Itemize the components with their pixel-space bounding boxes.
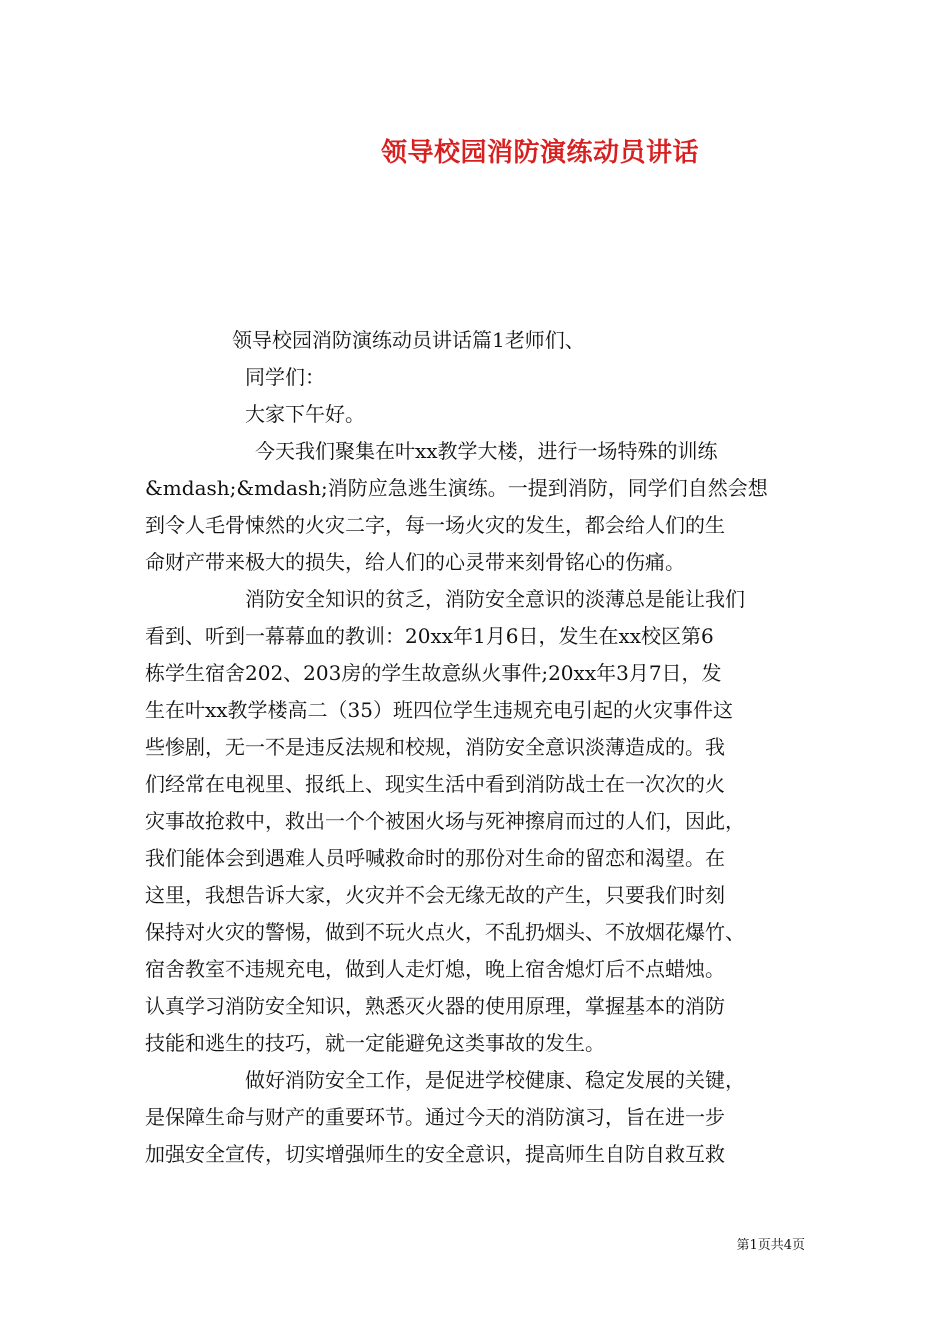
- text-line: 这里，我想告诉大家，火灾并不会无缘无故的产生，只要我们时刻: [145, 883, 725, 907]
- text-line: 大家下午好。: [245, 402, 365, 426]
- text-line: 做好消防安全工作，是促进学校健康、稳定发展的关键，: [245, 1068, 745, 1092]
- text-line: 认真学习消防安全知识，熟悉灭火器的使用原理，掌握基本的消防: [145, 994, 725, 1018]
- text-line: 栋学生宿舍202、203房的学生故意纵火事件;20xx年3月7日，发: [145, 661, 722, 685]
- paragraph-conclusion: [145, 1062, 805, 1173]
- text-line: 加强安全宣传，切实增强师生的安全意识，提高师生自防自救互救: [145, 1142, 725, 1166]
- text-line: 是保障生命与财产的重要环节。通过今天的消防演习，旨在进一步: [145, 1105, 725, 1129]
- paragraph-greeting: [145, 396, 805, 433]
- text-line: 消防安全知识的贫乏，消防安全意识的淡薄总是能让我们: [245, 587, 745, 611]
- text-line: 些惨剧，无一不是违反法规和校规，消防安全意识淡薄造成的。我: [145, 735, 725, 759]
- text-line: 们经常在电视里、报纸上、现实生活中看到消防战士在一次次的火: [145, 772, 725, 796]
- paragraph-heading-line: [145, 322, 805, 359]
- paragraph-salutation: [145, 359, 805, 396]
- document-body: [145, 322, 805, 1173]
- text-line: 看到、听到一幕幕血的教训：20xx年1月6日，发生在xx校区第6: [145, 624, 714, 648]
- text-line: 命财产带来极大的损失，给人们的心灵带来刻骨铭心的伤痛。: [145, 550, 685, 574]
- text-line: 领导校园消防演练动员讲话篇1老师们、: [232, 328, 585, 352]
- text-line: 灾事故抢救中，救出一个个被困火场与死神擦肩而过的人们，因此，: [145, 809, 745, 833]
- text-line: 今天我们聚集在叶xx教学大楼，进行一场特殊的训练: [255, 439, 718, 463]
- page-number-footer: 第1页共4页: [736, 1238, 805, 1253]
- paragraph-lessons: [145, 581, 805, 1062]
- text-line: 到令人毛骨悚然的火灾二字，每一场火灾的发生，都会给人们的生: [145, 513, 725, 537]
- text-line: 生在叶xx教学楼高二（35）班四位学生违规充电引起的火灾事件这: [145, 698, 734, 722]
- text-line: 同学们：: [245, 365, 325, 389]
- document-title: 领导校园消防演练动员讲话: [380, 138, 699, 168]
- text-line: 技能和逃生的技巧，就一定能避免这类事故的发生。: [145, 1031, 605, 1055]
- text-line: &mdash;&mdash;消防应急逃生演练。一提到消防，同学们自然会想: [145, 476, 768, 500]
- text-line: 保持对火灾的警惕，做到不玩火点火，不乱扔烟头、不放烟花爆竹、: [145, 920, 745, 944]
- text-line: 宿舍教室不违规充电，做到人走灯熄，晚上宿舍熄灯后不点蜡烛。: [145, 957, 725, 981]
- paragraph-intro: [145, 433, 805, 581]
- text-line: 我们能体会到遇难人员呼喊救命时的那份对生命的留恋和渴望。在: [145, 846, 725, 870]
